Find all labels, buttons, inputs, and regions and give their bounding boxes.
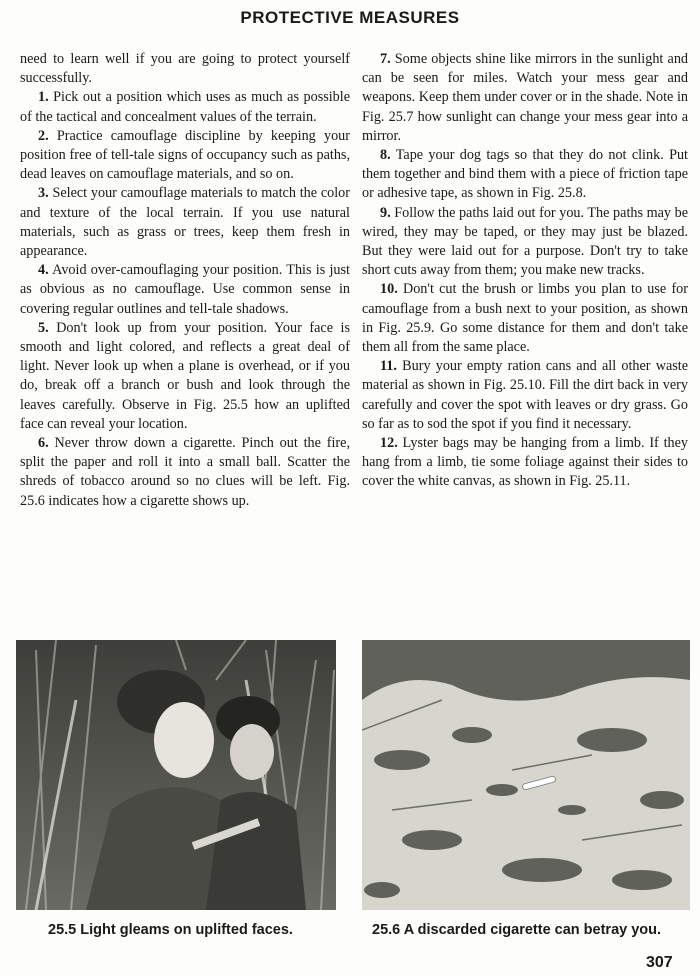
list-item bbox=[20, 127, 350, 185]
item-text: Practice camouflage discipline by keeping your position free of tell-tale signs of occupancy such as paths, dead leaves on camouflage materials, and so on. bbox=[20, 127, 350, 183]
figure-caption: 25.5 Light gleams on uplifted faces. bbox=[48, 922, 293, 938]
item-number: 6. bbox=[38, 435, 49, 452]
item-number: 1. bbox=[38, 89, 49, 106]
page-number: 307 bbox=[646, 954, 673, 971]
item-number: 2. bbox=[38, 127, 49, 144]
list-item bbox=[20, 319, 350, 434]
list-item bbox=[20, 434, 350, 511]
item-text: Don't look up from your position. Your face is smooth and light colored, and reflects a great deal of light. Never look up when a plane is overhead, or if you do, break off a branch or bush and look through the leaves carefully. Observe in Fig. 25.5 how an uplifted face can reveal your location. bbox=[20, 319, 351, 432]
figure-caption: 25.6 A discarded cigarette can betray you. bbox=[372, 922, 662, 938]
list-item bbox=[362, 146, 688, 204]
item-number: 4. bbox=[38, 262, 49, 279]
figure-25-6-photo bbox=[362, 640, 690, 910]
item-number: 12. bbox=[380, 435, 398, 452]
item-text: Avoid over-camouflaging your position. This is just as obvious as no camouflage. Use common sense in covering regular outlines and tell-tale shadows. bbox=[20, 262, 350, 317]
item-number: 9. bbox=[380, 204, 391, 221]
left-column bbox=[20, 50, 350, 511]
item-text: Never throw down a cigarette. Pinch out the fire, split the paper and roll it into a small ball. Scatter the shreds of tobacco around so no clues will be left. Fig. 25.6 indicates how a cigarette shows up. bbox=[20, 435, 350, 509]
item-number: 3. bbox=[38, 185, 49, 202]
list-item bbox=[20, 88, 350, 126]
item-text: Don't cut the brush or limbs you plan to use for camouflage from a bush next to your position, as shown in Fig. 25.9. Go some distance for them and don't take them all from the same place. bbox=[362, 281, 688, 356]
item-number: 5. bbox=[38, 319, 49, 336]
item-number: 8. bbox=[380, 147, 391, 164]
list-item bbox=[362, 280, 688, 357]
item-number: 7. bbox=[380, 51, 391, 67]
item-number: 10. bbox=[380, 281, 398, 298]
item-text: Select your camouflage materials to match the color and texture of the local terrain. If you use natural materials, such as grass or trees, keep them fresh in appearance. bbox=[20, 185, 350, 260]
item-text: Some objects shine like mirrors in the sunlight and can be seen for miles. Watch your mess gear and weapons. Keep them under cover or in the shade. Note in Fig. 25.7 how sunlight can change your mess gear into a mirror. bbox=[362, 51, 689, 144]
item-text: Follow the paths laid out for you. The paths may be wired, they may be taped, or they may just be blazed. But they were laid out for a purpose. Don't try to take short cuts away from them; you make new tracks. bbox=[362, 204, 688, 279]
list-item bbox=[20, 261, 350, 319]
list-item bbox=[20, 184, 350, 261]
list-item bbox=[362, 434, 688, 492]
item-number: 11. bbox=[380, 358, 397, 375]
list-item bbox=[362, 357, 688, 434]
list-item bbox=[362, 204, 688, 281]
page-header: PROTECTIVE MEASURES bbox=[240, 8, 460, 27]
item-text: Tape your dog tags so that they do not clink. Put them together and bind them with a piece of friction tape or adhesive tape, as shown in Fig. 25.8. bbox=[362, 147, 688, 202]
figure-25-5-photo bbox=[16, 640, 336, 910]
intro-paragraph: need to learn well if you are going to protect yourself successfully. bbox=[20, 51, 350, 87]
item-text: Lyster bags may be hanging from a limb. If they hang from a limb, tie some foliage against their sides to cover the white canvas, as shown in Fig. 25.11. bbox=[362, 435, 688, 490]
list-item bbox=[362, 50, 688, 146]
right-column bbox=[362, 50, 688, 492]
item-text: Pick out a position which uses as much as possible of the tactical and concealment values of the terrain. bbox=[20, 89, 351, 125]
item-text: Bury your empty ration cans and all other waste material as shown in Fig. 25.10. Fill the dirt back in very carefully and cover the spot with leaves or dry grass. Go so far as to sod the spot if you find it necessary. bbox=[362, 358, 689, 432]
